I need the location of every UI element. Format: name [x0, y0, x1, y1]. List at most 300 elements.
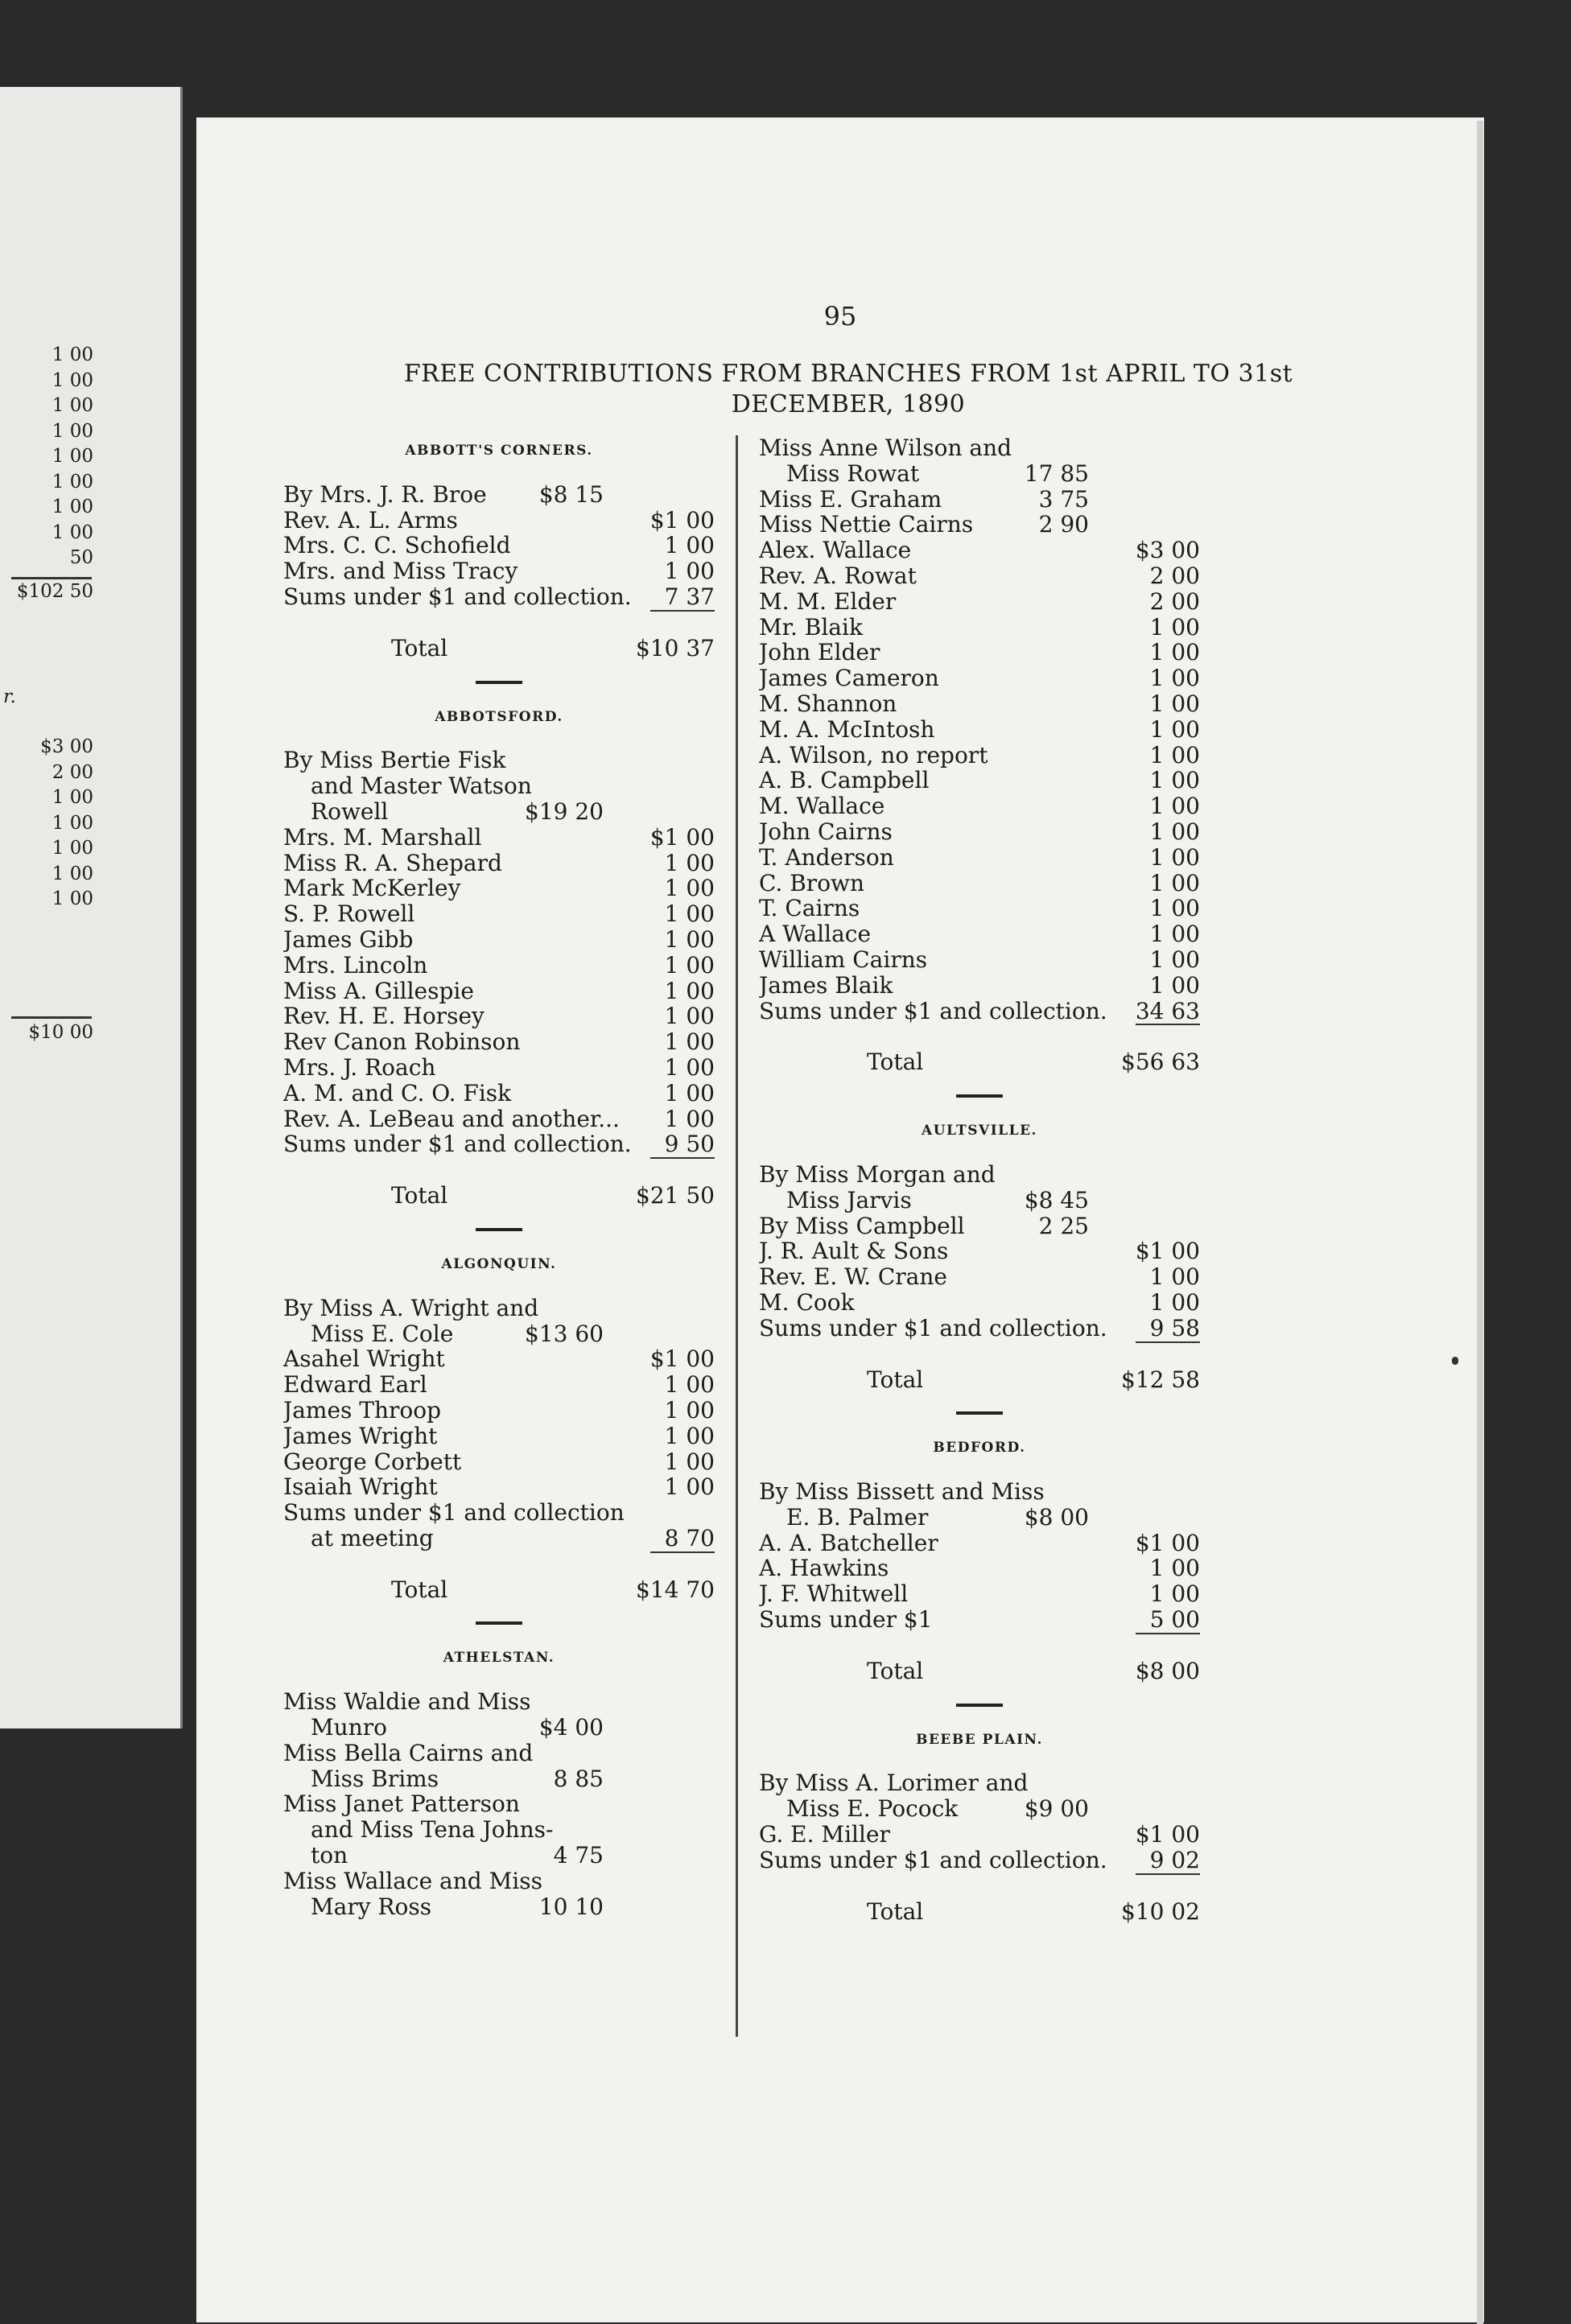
contributor-name: Rev. H. E. Horsey	[283, 1003, 484, 1030]
contributor-name: Miss A. Gillespie	[283, 978, 474, 1004]
section-title: ALGONQUIN.	[441, 1255, 557, 1272]
facing-page-amounts-lower	[40, 735, 93, 913]
contributor-name: Sums under $1 and collection.	[283, 1131, 632, 1158]
list-item	[759, 691, 1200, 717]
contributor-name: By Mrs. J. R. Broe	[283, 481, 487, 508]
contribution-amount: 1 00	[664, 978, 715, 1004]
list-item	[759, 1214, 1200, 1239]
list-item	[759, 1822, 1200, 1848]
contributor-name: By Miss Bertie Fisk	[283, 748, 506, 774]
contributor-name: and Miss Tena Johns-	[311, 1817, 554, 1844]
list-item	[759, 1556, 1200, 1581]
list-item	[283, 1474, 715, 1500]
list-item	[283, 1526, 715, 1551]
contribution-amount: 1 00	[664, 1448, 715, 1475]
contributor-name: A. M. and C. O. Fisk	[283, 1080, 512, 1106]
contributor-name: Sums under $1 and collection.	[283, 583, 632, 610]
list-item	[759, 1607, 1200, 1633]
total-spacer	[759, 1028, 1200, 1049]
facing-page-amounts-upper	[52, 343, 93, 571]
contributor-name: John Cairns	[759, 818, 893, 845]
list-item	[759, 461, 1200, 487]
facing-page-total-lower	[29, 1020, 93, 1046]
contribution-amount: 1 00	[664, 850, 715, 876]
contributor-name: By Miss A. Lorimer and	[759, 1770, 1029, 1797]
facing-page-fragment-text: r.	[3, 686, 16, 707]
contributor-name: By Miss A. Wright and	[283, 1295, 539, 1321]
contributor-name: Mary Ross	[311, 1893, 432, 1920]
total-label: Total	[867, 1049, 924, 1076]
facing-page-amount: 1 00	[52, 369, 93, 391]
list-item	[283, 851, 715, 876]
subscription-amount: 3 75	[1038, 486, 1089, 513]
contributor-name: Miss Nettie Cairns	[759, 512, 974, 538]
contribution-amount: 1 00	[1149, 972, 1200, 999]
page-heading-line2: DECEMBER, 1890	[731, 390, 966, 418]
subscription-amount: $8 00	[1024, 1504, 1089, 1531]
contribution-amount: 34 63	[1135, 998, 1200, 1024]
contribution-amount: 1 00	[1149, 742, 1200, 768]
list-item	[283, 927, 715, 953]
facing-page-amount: 1 00	[52, 471, 93, 492]
contributor-name: A. B. Campbell	[759, 768, 930, 794]
contribution-amount: 1 00	[664, 901, 715, 927]
list-item	[759, 793, 1200, 819]
list-item	[759, 947, 1200, 973]
list-item	[283, 1791, 715, 1817]
subscription-amount: $8 15	[538, 481, 604, 508]
facing-page-rule-lower	[11, 1016, 92, 1019]
contribution-amount: 1 00	[664, 1029, 715, 1055]
list-item	[759, 640, 1200, 665]
contributor-name: Miss Brims	[311, 1766, 439, 1792]
subscription-amount: 2 90	[1038, 512, 1089, 538]
contributor-name: John Elder	[759, 640, 880, 666]
contributor-name: A. Wilson, no report	[759, 742, 988, 768]
total-rule-line	[650, 1157, 715, 1159]
contributor-name: E. B. Palmer	[786, 1504, 929, 1531]
facing-page-amount: 1 00	[52, 395, 93, 416]
contribution-amount: 1 00	[1149, 640, 1200, 666]
list-item	[283, 1894, 715, 1920]
facing-page-amount: 1 00	[52, 863, 93, 884]
list-item	[283, 1055, 715, 1081]
list-item	[283, 1766, 715, 1792]
list-item	[759, 999, 1200, 1024]
contribution-amount: 1 00	[1149, 870, 1200, 896]
contributor-name: A. A. Batcheller	[759, 1530, 938, 1556]
contribution-amount: 1 00	[664, 1003, 715, 1030]
contributor-name: Sums under $1 and collection.	[759, 998, 1107, 1024]
contributor-name: A. Hawkins	[759, 1556, 889, 1582]
list-item	[759, 1264, 1200, 1290]
total-rule	[759, 1633, 1200, 1638]
contribution-amount: 1 00	[1149, 921, 1200, 947]
list-item	[759, 589, 1200, 615]
list-item	[283, 508, 715, 534]
contribution-amount: 1 00	[1149, 1289, 1200, 1316]
list-item	[759, 1531, 1200, 1556]
contribution-amount: 1 00	[664, 1372, 715, 1398]
contribution-amount: 1 00	[1149, 793, 1200, 819]
list-item	[283, 1346, 715, 1372]
total-rule	[283, 1551, 715, 1556]
list-item	[283, 1029, 715, 1055]
contributor-name: Sums under $1 and collection	[283, 1500, 625, 1526]
contribution-amount: 1 00	[664, 1080, 715, 1106]
list-item	[759, 717, 1200, 743]
total-rule	[759, 1341, 1200, 1346]
contributor-name: M. A. McIntosh	[759, 716, 935, 743]
list-item	[283, 748, 715, 773]
list-item	[759, 871, 1200, 896]
total-label: Total	[391, 1576, 448, 1603]
contribution-amount: $1 00	[649, 1346, 715, 1373]
list-item	[759, 512, 1200, 538]
contribution-amount: 1 00	[664, 533, 715, 559]
facing-page-amount: $3 00	[40, 736, 93, 757]
contribution-amount: 1 00	[1149, 690, 1200, 717]
contributor-name: James Cameron	[759, 665, 939, 691]
list-item	[283, 825, 715, 851]
contribution-amount: 8 70	[664, 1525, 715, 1551]
facing-page-amount: 1 00	[52, 446, 93, 467]
contributor-name: By Miss Morgan and	[759, 1161, 996, 1188]
contributor-name: Rev Canon Robinson	[283, 1029, 521, 1055]
list-item	[283, 901, 715, 927]
total-rule	[283, 1157, 715, 1162]
list-item	[283, 1449, 715, 1475]
facing-page-amount: 1 00	[52, 521, 93, 543]
contribution-amount: $1 00	[1135, 1530, 1200, 1556]
contribution-amount: 1 00	[1149, 1581, 1200, 1608]
contributor-name: Miss R. A. Shepard	[283, 850, 502, 876]
list-item	[759, 615, 1200, 641]
contributor-name: Miss Waldie and Miss	[283, 1689, 531, 1716]
contribution-amount: $1 00	[649, 824, 715, 851]
list-item	[759, 743, 1200, 768]
total-rule-line	[1136, 1341, 1200, 1343]
section-divider	[956, 1704, 1003, 1707]
total-spacer	[759, 1638, 1200, 1659]
contributor-name: Sums under $1 and collection.	[759, 1315, 1107, 1341]
contribution-amount: 2 00	[1149, 562, 1200, 589]
contributor-name: T. Cairns	[759, 896, 860, 922]
contributor-name: M. Shannon	[759, 690, 897, 717]
total-rule-line	[1136, 1024, 1200, 1025]
facing-page-amount: 1 00	[52, 838, 93, 859]
total-row	[759, 1049, 1200, 1075]
total-row	[283, 636, 715, 661]
contributor-name: Isaiah Wright	[283, 1474, 438, 1501]
list-item	[283, 1843, 715, 1869]
contributor-name: James Gibb	[283, 926, 414, 953]
contribution-amount: 1 00	[1149, 716, 1200, 743]
total-amount: $10 02	[1121, 1898, 1200, 1925]
contributor-name: C. Brown	[759, 870, 865, 896]
contributor-name: A Wallace	[759, 921, 872, 947]
total-row	[283, 1183, 715, 1209]
list-item	[283, 1296, 715, 1321]
total-label: Total	[391, 1183, 448, 1209]
list-item	[759, 896, 1200, 921]
list-item	[283, 1817, 715, 1843]
list-item	[283, 773, 715, 799]
contribution-amount: $1 00	[1135, 1822, 1200, 1848]
contribution-amount: 2 00	[1149, 588, 1200, 615]
contribution-amount: 1 00	[664, 1054, 715, 1081]
contribution-amount: $1 00	[1135, 1238, 1200, 1265]
contribution-amount: 1 00	[1149, 896, 1200, 922]
contributor-name: Alex. Wallace	[759, 538, 912, 563]
contributor-name: Miss Rowat	[786, 460, 920, 487]
list-item	[759, 1479, 1200, 1505]
total-rule-line	[650, 610, 715, 612]
section-divider	[476, 681, 522, 684]
contributor-name: Mr. Blaik	[759, 614, 863, 641]
list-item	[759, 1290, 1200, 1316]
contributor-name: Sums under $1	[759, 1607, 933, 1633]
contribution-amount: 1 00	[664, 952, 715, 979]
contribution-amount: 9 58	[1149, 1315, 1200, 1341]
list-item	[283, 799, 715, 825]
list-item	[759, 1162, 1200, 1188]
contribution-amount: 1 00	[1149, 614, 1200, 641]
subscription-amount: 8 85	[553, 1766, 604, 1792]
left-column	[283, 435, 715, 1919]
contribution-amount: 1 00	[1149, 946, 1200, 973]
section-divider	[476, 1621, 522, 1625]
list-item	[759, 845, 1200, 871]
total-amount: $21 50	[636, 1183, 715, 1209]
list-item	[283, 1715, 715, 1741]
contributor-name: James Throop	[283, 1397, 442, 1424]
contributor-name: Mrs. M. Marshall	[283, 824, 482, 851]
list-item	[283, 533, 715, 558]
facing-page-amount: 1 00	[52, 344, 93, 365]
contributor-name: G. E. Miller	[759, 1822, 890, 1848]
list-item	[759, 768, 1200, 793]
section-divider	[956, 1094, 1003, 1098]
list-item	[759, 538, 1200, 563]
contribution-amount: 1 00	[664, 1397, 715, 1424]
total-rule-line	[1136, 1633, 1200, 1634]
total-label: Total	[867, 1658, 924, 1684]
contributor-name: S. P. Rowell	[283, 901, 415, 927]
list-item	[283, 1081, 715, 1106]
list-item	[283, 1741, 715, 1766]
contributor-name: Miss Anne Wilson and	[759, 435, 1012, 461]
section-title: ATHELSTAN.	[443, 1650, 555, 1667]
section-divider	[476, 1228, 522, 1231]
contributor-name: Mrs. C. C. Schofield	[283, 533, 511, 559]
contributor-name: ton	[311, 1843, 348, 1869]
contributor-name: T. Anderson	[759, 844, 894, 871]
section-title: ABBOTT'S CORNERS.	[405, 443, 593, 459]
facing-page-amount: 50	[69, 547, 93, 568]
contributor-name: M. M. Elder	[759, 588, 897, 615]
page-number: 95	[823, 301, 857, 332]
contributor-name: Mark McKerley	[283, 876, 461, 902]
total-label: Total	[391, 635, 448, 661]
contribution-amount: 1 00	[1149, 1264, 1200, 1290]
facing-page-total-lower-value: $10 00	[28, 1022, 93, 1043]
total-spacer	[283, 615, 715, 636]
contribution-amount: 1 00	[1149, 665, 1200, 691]
facing-page-amount: 1 00	[52, 812, 93, 834]
total-spacer	[759, 1346, 1200, 1367]
section-title: BEDFORD.	[933, 1440, 1026, 1457]
list-item	[759, 973, 1200, 999]
subscription-amount: $8 45	[1024, 1187, 1089, 1214]
contributor-name: Miss Janet Patterson	[283, 1791, 520, 1818]
contributor-name: J. F. Whitwell	[759, 1581, 909, 1608]
section-title: ABBOTSFORD.	[435, 708, 563, 725]
list-item	[759, 1770, 1200, 1796]
contribution-amount: 1 00	[1149, 844, 1200, 871]
contributor-name: Rev. A. L. Arms	[283, 507, 458, 534]
column-divider	[736, 435, 738, 2037]
list-item	[283, 1424, 715, 1449]
subscription-amount: 2 25	[1038, 1213, 1089, 1239]
document-page	[196, 117, 1484, 2322]
contributor-name: at meeting	[311, 1525, 434, 1551]
contributor-name: By Miss Campbell	[759, 1213, 965, 1239]
total-label: Total	[867, 1898, 924, 1925]
contributor-name: Miss E. Pocock	[786, 1796, 959, 1823]
contributor-name: Rev. E. W. Crane	[759, 1264, 947, 1290]
contributor-name: Miss Jarvis	[786, 1187, 912, 1214]
facing-page-amount: 1 00	[52, 787, 93, 808]
subscription-amount: $19 20	[525, 798, 604, 825]
contribution-amount: 1 00	[1149, 1556, 1200, 1582]
contributor-name: James Blaik	[759, 972, 893, 999]
facing-page-total-upper	[17, 579, 93, 605]
contribution-amount: 1 00	[664, 1423, 715, 1449]
contribution-amount: 9 50	[664, 1131, 715, 1158]
list-item	[759, 435, 1200, 461]
facing-page-fragment	[0, 87, 183, 1729]
total-rule-line	[650, 1551, 715, 1553]
contributor-name: and Master Watson	[311, 773, 532, 799]
page-crease	[1477, 121, 1483, 2324]
section-divider	[956, 1411, 1003, 1415]
list-item	[759, 1848, 1200, 1873]
right-column	[759, 435, 1200, 1924]
list-item	[283, 953, 715, 979]
contributor-name: George Corbett	[283, 1448, 462, 1475]
contributor-name: M. Cook	[759, 1289, 855, 1316]
facing-page-amount: 1 00	[52, 420, 93, 442]
total-amount: $12 58	[1121, 1366, 1200, 1393]
total-row	[759, 1659, 1200, 1684]
contributor-name: Sums under $1 and collection.	[759, 1847, 1107, 1873]
total-row	[759, 1367, 1200, 1393]
list-item	[283, 558, 715, 584]
page-heading	[277, 359, 1420, 420]
list-item	[759, 819, 1200, 845]
list-item	[283, 1003, 715, 1029]
contribution-amount: 1 00	[664, 558, 715, 584]
contribution-amount: 1 00	[1149, 768, 1200, 794]
contributor-name: Edward Earl	[283, 1372, 427, 1398]
subscription-amount: $4 00	[538, 1715, 604, 1741]
list-item	[759, 563, 1200, 589]
list-item	[759, 487, 1200, 513]
total-rule	[759, 1024, 1200, 1028]
list-item	[283, 1869, 715, 1894]
contributor-name: Rowell	[311, 798, 389, 825]
total-rule-line	[1136, 1873, 1200, 1875]
contributor-name: By Miss Bissett and Miss	[759, 1479, 1045, 1505]
contribution-amount: 9 02	[1149, 1847, 1200, 1873]
contribution-amount: 1 00	[664, 1106, 715, 1132]
contributor-name: Miss Bella Cairns and	[283, 1740, 534, 1766]
list-item	[283, 1106, 715, 1132]
list-item	[759, 1505, 1200, 1531]
facing-page-total-upper-value: $102 50	[16, 581, 93, 602]
total-spacer	[759, 1878, 1200, 1899]
list-item	[283, 1321, 715, 1347]
list-item	[759, 1316, 1200, 1341]
list-item	[283, 876, 715, 901]
list-item	[759, 1796, 1200, 1822]
total-row	[283, 1577, 715, 1603]
list-item	[283, 482, 715, 508]
facing-page-amount: 1 00	[52, 888, 93, 909]
list-item	[759, 665, 1200, 691]
subscription-amount: $9 00	[1024, 1796, 1089, 1823]
total-amount: $14 70	[636, 1576, 715, 1603]
contributor-name: Rev. A. Rowat	[759, 562, 917, 589]
contributor-name: Mrs. Lincoln	[283, 952, 428, 979]
contributor-name: Asahel Wright	[283, 1346, 445, 1373]
subscription-amount: 17 85	[1024, 460, 1089, 487]
contributor-name: William Cairns	[759, 946, 928, 973]
list-item	[759, 1581, 1200, 1607]
contributor-name: J. R. Ault & Sons	[759, 1238, 949, 1265]
contribution-amount: $1 00	[649, 507, 715, 534]
subscription-amount: 10 10	[538, 1893, 604, 1920]
list-item	[283, 979, 715, 1004]
list-item	[283, 1372, 715, 1398]
total-label: Total	[867, 1366, 924, 1393]
contributor-name: Rev. A. LeBeau and another...	[283, 1106, 620, 1132]
contribution-amount: $3 00	[1135, 538, 1200, 563]
total-row	[759, 1899, 1200, 1925]
total-rule	[759, 1873, 1200, 1878]
total-amount: $56 63	[1121, 1049, 1200, 1076]
stray-mark	[1452, 1357, 1458, 1365]
subscription-amount: 4 75	[553, 1843, 604, 1869]
contribution-amount: 1 00	[664, 876, 715, 902]
contribution-amount: 5 00	[1149, 1607, 1200, 1633]
contributor-name: Miss E. Graham	[759, 486, 942, 513]
facing-page-amount: 2 00	[52, 761, 93, 783]
list-item	[283, 1500, 715, 1526]
section-title: AULTSVILLE.	[922, 1123, 1037, 1139]
list-item	[283, 1398, 715, 1424]
contributor-name: Mrs. and Miss Tracy	[283, 558, 518, 584]
total-spacer	[283, 1162, 715, 1183]
contributor-name: M. Wallace	[759, 793, 885, 819]
list-item	[283, 584, 715, 610]
facing-page-amount: 1 00	[52, 497, 93, 517]
list-item	[759, 1238, 1200, 1264]
total-amount: $10 37	[636, 635, 715, 661]
total-rule	[283, 610, 715, 615]
contribution-amount: 1 00	[664, 926, 715, 953]
